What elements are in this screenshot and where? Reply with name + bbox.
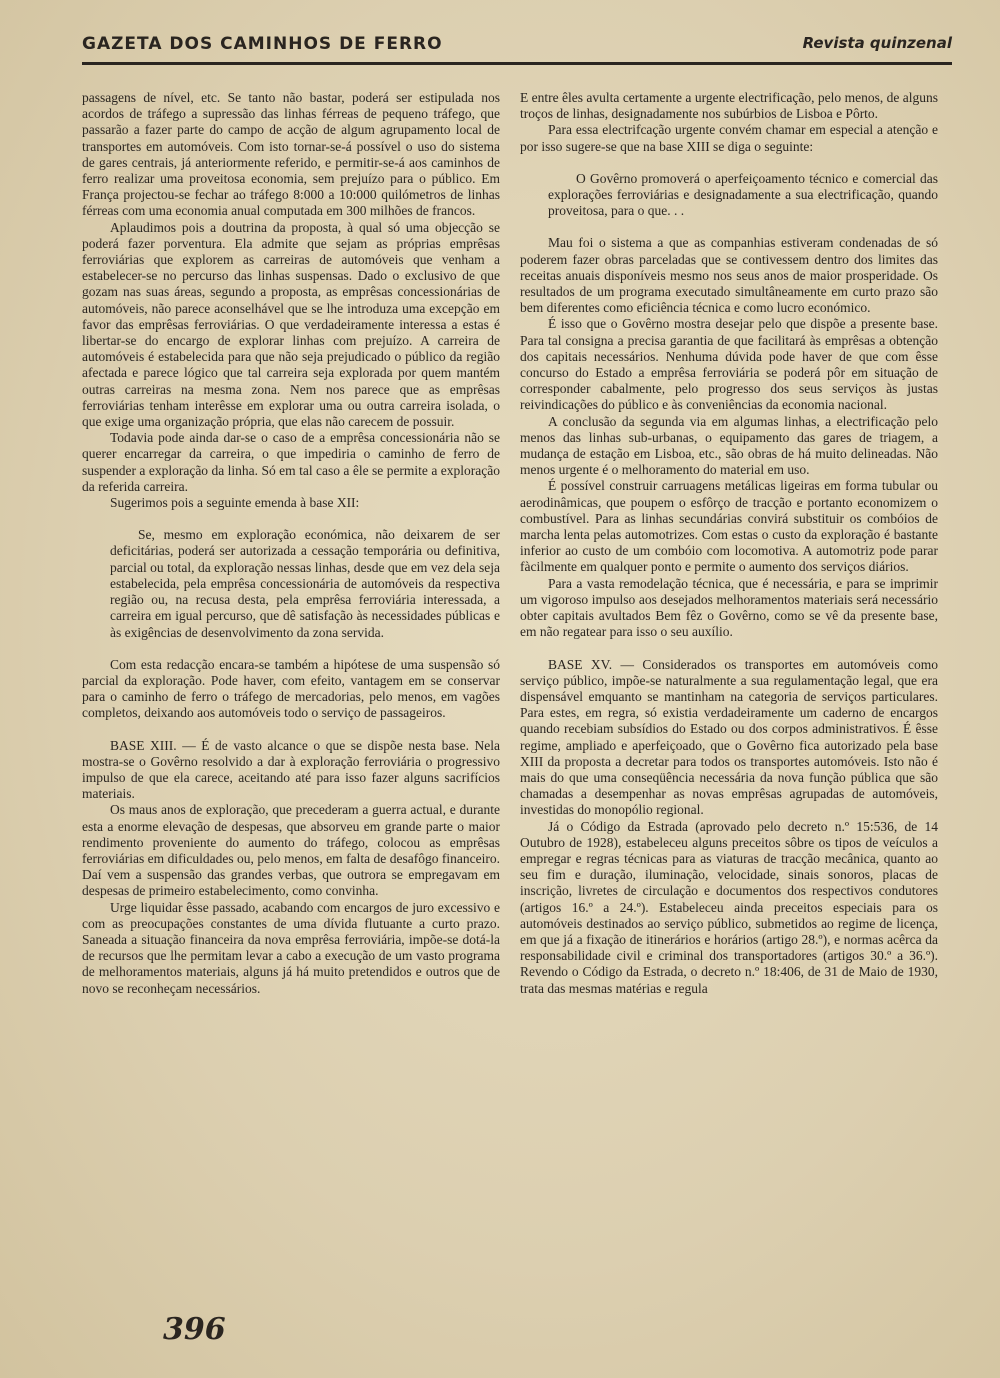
page-number: 396 — [163, 1312, 226, 1347]
paragraph: É possível construir carruagens metálicas ligeiras em forma tubular ou aerodinâmicas, que poupem o esfôrço de tracção e portanto economizem o combustível. Para as linhas secundárias convirá substituir os combóios de marcha lenta pelas automotrizes. Com estas o custo da exploração é bastante inferior ao custo de um combóio com locomotiva. A automotriz pode parar fàcilmente em qualquer ponto e permite o aumento dos serviços diários. — [520, 478, 938, 575]
journal-subtitle: Revista quinzenal — [802, 34, 952, 52]
paragraph: Para essa electrifcação urgente convém chamar em especial a atenção e por isso sugere-se que na base XIII se diga o seguinte: — [520, 122, 938, 154]
running-header — [82, 32, 952, 65]
section-paragraph: BASE XIII. — É de vasto alcance o que se dispõe nesta base. Nela mostra-se o Govêrno resolvido a dar à exploração ferroviária o progressivo impulso de que ela carece, aceitando até para isso fazer alguns sacrifícios materiais. — [82, 737, 500, 802]
paragraph: Todavia pode ainda dar-se o caso de a emprêsa concessionária não se querer encarregar da carreira, o que impediria o caminho de ferro de suspender a exploração da linha. Só em tal caso a êle se permite a exploração da referida carreira. — [82, 430, 500, 494]
quoted-amendment: O Govêrno promoverá o aperfeiçoamento técnico e comercial das explorações ferroviárias e designadamente a sua electrificação, quando proveitosa, para o que. . . — [548, 170, 938, 219]
paragraph: É isso que o Govêrno mostra desejar pelo que dispõe a presente base. Para tal consigna a precisa garantia de que facilitará às emprêsas a obtenção dos capitais necessários. Nenhuma dúvida pode haver de que com êsse concurso do Estado a emprêsa ferroviária se poderá pôr em situação de corresponder cabalmente, pelo progresso dos seus serviços às justas reivindicações do público e às conveniências da economia nacional. — [520, 316, 938, 413]
section-paragraph: BASE XV. — Considerados os transportes em automóveis como serviço público, impõe-se naturalmente a sua regulamentação legal, que era dispensável emquanto se mantinham na categoria de serviços particulares. Para estes, em regra, só existia verdadeiramente um caderno de encargos quando recebiam subsídios do Estado ou dos corpos administrativos. É êsse regime, ampliado e aperfeiçoado, que o Govêrno fica autorizado pela base XIII da proposta a decretar para todos os transportes automóveis. Isto não é mais do que uma conseqüência necessária da nova função pública que são chamadas a desempenhar as novas emprêsas agrupadas de automóveis, investidas do monopólio regional. — [520, 656, 938, 818]
quoted-amendment: Se, mesmo em exploração económica, não deixarem de ser deficitárias, poderá ser autorizada a cessação temporária ou definitiva, parcial ou total, da exploração nessas linhas, desde que em vez dela seja estabelecida, pela emprêsa concessionária de automóveis da respectiva região ou, na recusa desta, pela emprêsa ferroviária interessada, a carreira em igual percurso, que dê satisfação às necessidades públicas e às exigências de desenvolvimento da zona servida. — [110, 527, 500, 640]
right-column — [520, 90, 938, 997]
paragraph: E entre êles avulta certamente a urgente electrificação, pelo menos, de alguns troços de linhas, designadamente nos subúrbios de Lisboa e Pôrto. — [520, 90, 938, 122]
left-column — [82, 90, 500, 997]
paragraph: Sugerimos pois a seguinte emenda à base XII: — [110, 495, 360, 511]
paragraph: passagens de nível, etc. Se tanto não bastar, poderá ser estipulada nos acordos de tráfego a supressão das linhas férreas de pequeno tráfego, que passarão a fazer parte do campo de acção de algum agrupamento local de transportes em automóveis. Com isto tornar-se-á possível o uso do sistema de gares centrais, já anteriormente referido, e permitir-se-á aos caminhos de ferro realizar uma proveitosa economia, sem prejuízo para o público. Em França projectou-se fechar ao tráfego 8:000 a 10:000 quilómetros de linhas férreas com uma economia anual computada em 300 milhões de francos. — [82, 90, 500, 219]
paragraph: Com esta redacção encara-se também a hipótese de uma suspensão só parcial da exploração. Pode haver, com efeito, vantagem em se conservar para o caminho de ferro o tráfego de mercadorias, pelo menos, em vagões completos, deixando aos automóveis todo o serviço de passageiros. — [82, 656, 500, 721]
paragraph: Para a vasta remodelação técnica, que é necessária, e para se imprimir um vigoroso impulso aos desejados melhoramentos materiais será necessário obter capitais avultados Bem fêz o Govêrno, como se vê da presente base, em não regatear para isso o seu auxílio. — [520, 575, 938, 640]
journal-title: GAZETA DOS CAMINHOS DE FERRO — [82, 34, 443, 54]
paragraph: Mau foi o sistema a que as companhias estiveram condenadas de só poderem fazer obras parceladas que se contivessem dentro dos limites das receitas anuais disponíveis mesmo nos seus anos de maior prosperidade. Os resultados de um programa executado simultâneamente em curto prazo são bem diferentes como eficiência técnica e como lucro económico. — [520, 235, 938, 316]
paragraph: Já o Código da Estrada (aprovado pelo decreto n.º 15:536, de 14 Outubro de 1928), estabeleceu alguns preceitos sôbre os tipos de veículos a empregar e regras técnicas para as viaturas de tracção mecânica, quanto ao seu fim e duração, iluminação, velocidade, sinais sonoros, placas de inscrição, livretes de circulação e documentos dos respectivos condutores (artigos 16.º a 24.º). Estabeleceu ainda preceitos especiais para os automóveis destinados ao serviço público, submetidos ao regime de licença, em que já a fixação de itinerários e horários (artigo 28.º), e normas acêrca da responsabilidade civil e criminal dos transportadores (artigos 30.º a 36.º). Revendo o Código da Estrada, o decreto n.º 18:406, de 31 de Maio de 1930, trata das mesmas matérias e regula — [520, 818, 938, 996]
paragraph: A conclusão da segunda via em algumas linhas, a electrificação pelo menos das linhas sub-urbanas, o equipamento das gares de triagem, a mudança de estação em Lisboa, etc., são obras de há muito delineadas. Não menos urgente é o melhoramento do material em uso. — [520, 413, 938, 478]
paragraph: Os maus anos de exploração, que precederam a guerra actual, e durante esta a enorme elevação de despesas, que absorveu em grande parte o maior rendimento proveniente do aumento do tráfego, colocou as emprêsas ferroviárias em dificuldades ou, pelo menos, em falta de desafôgo financeiro. Daí vem a suspensão das grandes verbas, que outrora se empregavam em despesas de primeiro estabelecimento, como convinha. — [82, 802, 500, 899]
paragraph: Aplaudimos pois a doutrina da proposta, à qual só uma objecção se poderá fazer porventura. Ela admite que sejam as próprias emprêsas ferroviárias que explorem as carreiras de automóveis que venham a estabelecer-se no percurso das linhas suspensas. Dado o exclusivo de que gozam nas suas áreas, segundo a proposta, as emprêsas concessionárias de automóveis, não parece aconselhável que se lhe introduza uma excepção em favor das emprêsas ferroviárias. O que verdadeiramente interessa a estas é libertar-se do encargo de explorar linhas com prejuízo. A carreira de automóveis é estabelecida para que não seja prejudicado o público da região afectada e parece lógico que tal carreira seja explorada por quem mantém outras carreiras na mesma zona. Nem nos parece que as emprêsas ferroviárias tenham interêsse em explorar uma ou outra carreira isolada, o que exige uma organização própria, que elas não carecem de possuir. — [82, 219, 500, 430]
paragraph: Urge liquidar êsse passado, acabando com encargos de juro excessivo e com as preocupações constantes de uma dívida flutuante a curto prazo. Saneada a situação financeira da nova emprêsa ferroviária, impõe-se dotá-la de recursos que lhe permitam levar a cabo a execução de um vasto programa de melhoramentos materiais, alguns já há muito pretendidos e outros que de novo se reconheçam necessários. — [82, 899, 500, 996]
